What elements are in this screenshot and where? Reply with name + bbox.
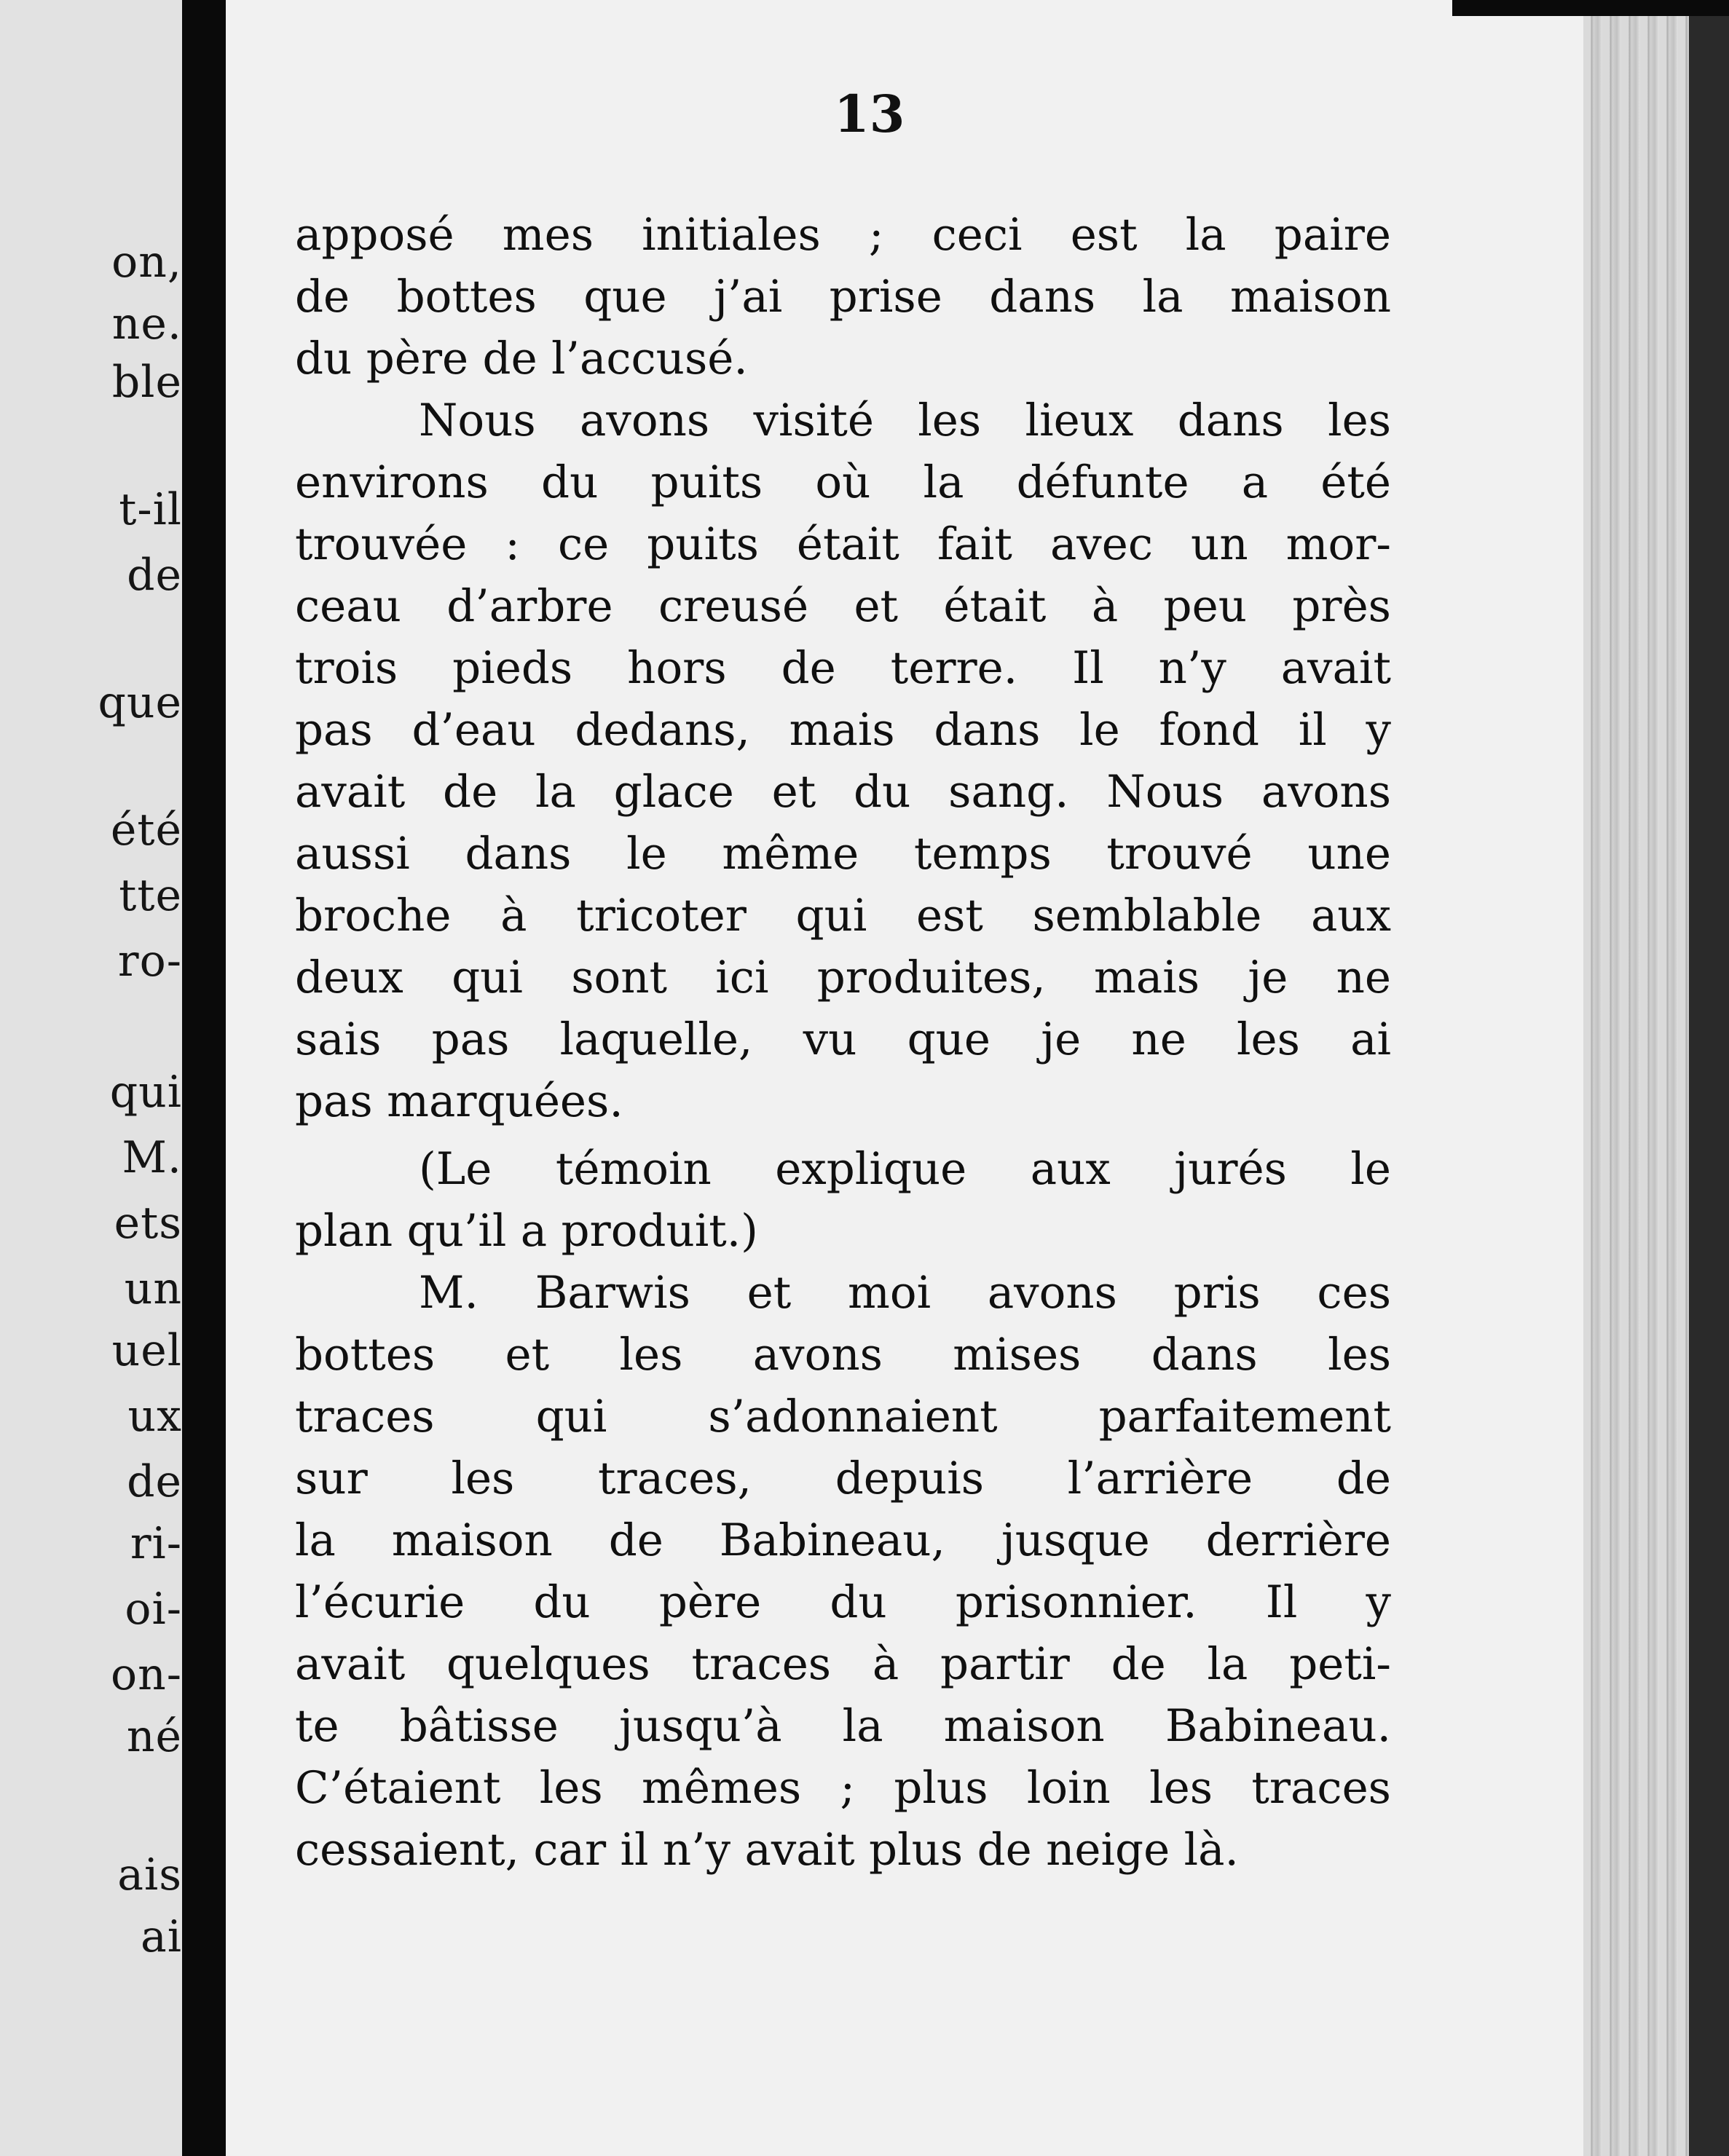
text-line: M. Barwis et moi avons pris ces xyxy=(419,1267,1391,1319)
left-page-fragment: été xyxy=(110,805,182,856)
text-line: pas marquées. xyxy=(295,1075,623,1127)
left-page-fragment: ri- xyxy=(130,1518,182,1569)
left-page-fragment: qui xyxy=(109,1067,182,1118)
text-line: trois pieds hors de terre. Il n’y avait xyxy=(295,642,1391,694)
text-line: sais pas laquelle, vu que je ne les ai xyxy=(295,1014,1391,1065)
left-page-fragment: on- xyxy=(110,1649,182,1700)
left-facing-page xyxy=(0,0,182,2156)
text-line: C’étaient les mêmes ; plus loin les traces xyxy=(295,1762,1391,1814)
page-number: 13 xyxy=(834,84,905,144)
left-page-fragment: ux xyxy=(127,1391,182,1442)
left-page-fragment: tte xyxy=(119,870,182,921)
text-line: la maison de Babineau, jusque derrière xyxy=(295,1515,1391,1566)
text-line: Nous avons visité les lieux dans les xyxy=(419,395,1391,446)
left-page-fragment: on, xyxy=(111,237,182,288)
left-page-fragment: un xyxy=(124,1263,182,1314)
paragraph-gap xyxy=(295,1132,1391,1138)
left-page-fragment: t-il xyxy=(119,484,182,535)
left-page-fragment: uel xyxy=(111,1325,182,1376)
left-page-fragment: oi- xyxy=(125,1584,182,1635)
text-line: trouvée : ce puits était fait avec un mor- xyxy=(295,518,1391,570)
text-line: cessaient, car il n’y avait plus de neige là. xyxy=(295,1824,1239,1876)
text-line: traces qui s’adonnaient parfaitement xyxy=(295,1391,1391,1442)
left-page-fragment: ne. xyxy=(111,299,182,350)
left-page-fragment: né xyxy=(126,1711,182,1762)
left-page-fragment: ro- xyxy=(117,936,182,987)
text-line: environs du puits où la défunte a été xyxy=(295,457,1391,508)
page-stack-shadow xyxy=(1689,0,1729,2156)
text-line: aussi dans le même temps trouvé une xyxy=(295,828,1391,880)
text-line: du père de l’accusé. xyxy=(295,333,748,384)
left-page-fragment: de xyxy=(127,1456,182,1507)
left-page-fragment: M. xyxy=(122,1132,182,1183)
page-body-text xyxy=(295,204,1391,1881)
left-page-fragment: ais xyxy=(117,1849,182,1900)
text-line: deux qui sont ici produites, mais je ne xyxy=(295,952,1391,1003)
text-line: avait quelques traces à partir de la peti- xyxy=(295,1638,1391,1690)
left-page-fragment: ai xyxy=(141,1911,182,1962)
text-line: te bâtisse jusqu’à la maison Babineau. xyxy=(295,1700,1391,1752)
text-line: de bottes que j’ai prise dans la maison xyxy=(295,271,1391,323)
text-line: broche à tricoter qui est semblable aux xyxy=(295,890,1391,941)
left-page-fragment: de xyxy=(127,550,182,601)
text-line: sur les traces, depuis l’arrière de xyxy=(295,1453,1391,1504)
left-page-fragment: ets xyxy=(114,1198,182,1249)
text-line: plan qu’il a produit.) xyxy=(295,1205,758,1257)
text-line: ceau d’arbre creusé et était à peu près xyxy=(295,580,1391,632)
top-shadow xyxy=(1452,0,1729,16)
text-line: (Le témoin explique aux jurés le xyxy=(419,1143,1391,1195)
book-gutter xyxy=(182,0,226,2156)
text-line: pas d’eau dedans, mais dans le fond il y xyxy=(295,704,1391,756)
text-line: bottes et les avons mises dans les xyxy=(295,1329,1391,1381)
text-line: apposé mes initiales ; ceci est la paire xyxy=(295,209,1391,261)
left-page-fragment: ble xyxy=(111,357,182,408)
text-line: l’écurie du père du prisonnier. Il y xyxy=(295,1576,1391,1628)
text-line: avait de la glace et du sang. Nous avons xyxy=(295,766,1391,818)
left-page-fragment: que xyxy=(98,677,182,728)
